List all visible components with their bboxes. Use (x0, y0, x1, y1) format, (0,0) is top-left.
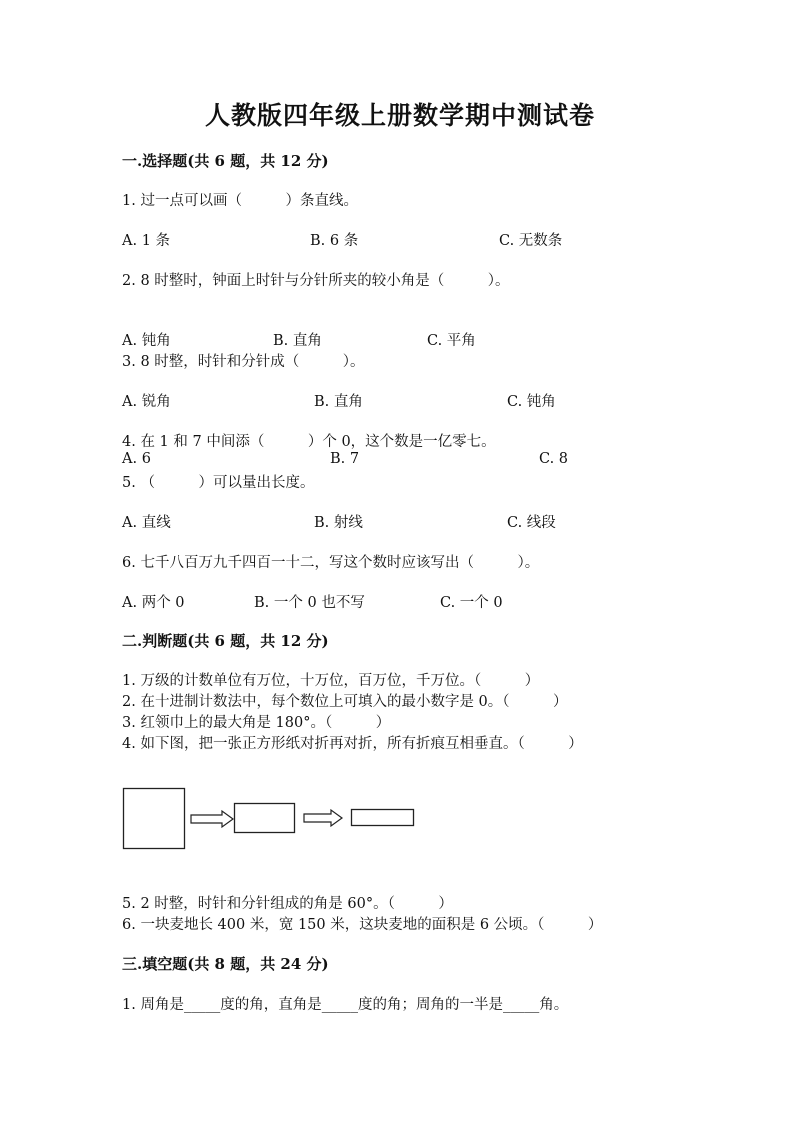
choice-question-1: 1. 过一点可以画（ ）条直线。 (122, 193, 358, 209)
choice-q5-option-b: B. 射线 (314, 515, 363, 531)
choice-q6-option-b: B. 一个 0 也不写 (254, 595, 365, 611)
fill-question-1: 1. 周角是_____度的角，直角是_____度的角；周角的一半是_____角。 (122, 997, 569, 1013)
choice-q4-option-b: B. 7 (330, 451, 360, 467)
choice-q1-option-b: B. 6 条 (310, 233, 359, 249)
arrow-2 (304, 810, 342, 826)
choice-question-2: 2. 8 时整时，钟面上时针与分针所夹的较小角是（ ）。 (122, 273, 510, 289)
section-heading-choice: 一.选择题(共 6 题，共 12 分) (122, 152, 329, 170)
choice-q2-option-a: A. 钝角 (122, 333, 171, 349)
choice-q1-option-c: C. 无数条 (499, 233, 563, 249)
judge-question-5: 5. 2 时整，时针和分针组成的角是 60°。（ ） (122, 896, 453, 912)
choice-q2-option-c: C. 平角 (427, 333, 476, 349)
folded-rectangle (235, 804, 295, 833)
section-heading-judge: 二.判断题(共 6 题，共 12 分) (122, 632, 329, 650)
judge-question-3: 3. 红领巾上的最大角是 180°。（ ） (122, 715, 391, 731)
choice-q5-option-a: A. 直线 (122, 515, 171, 531)
judge-question-6: 6. 一块麦地长 400 米，宽 150 米，这块麦地的面积是 6 公顷。（ ） (122, 917, 603, 933)
choice-q4-option-a: A. 6 (122, 451, 151, 467)
arrow-1 (191, 811, 233, 827)
choice-question-4: 4. 在 1 和 7 中间添（ ）个 0，这个数是一亿零七。 (122, 434, 496, 450)
folded-strip (352, 810, 414, 826)
choice-q5-option-c: C. 线段 (507, 515, 556, 531)
choice-q6-option-a: A. 两个 0 (122, 595, 185, 611)
judge-question-4: 4. 如下图，把一张正方形纸对折再对折，所有折痕互相垂直。（ ） (122, 736, 583, 752)
choice-q3-option-b: B. 直角 (314, 394, 363, 410)
choice-q4-option-c: C. 8 (539, 451, 569, 467)
square-paper (124, 789, 185, 849)
page-title: 人教版四年级上册数学期中测试卷 (204, 101, 595, 130)
choice-q3-option-a: A. 锐角 (122, 394, 171, 410)
choice-q1-option-a: A. 1 条 (122, 233, 171, 249)
choice-q6-option-c: C. 一个 0 (440, 595, 503, 611)
judge-question-2: 2. 在十进制计数法中，每个数位上可填入的最小数字是 0。（ ） (122, 694, 568, 710)
choice-q3-option-c: C. 钝角 (507, 394, 556, 410)
judge-question-1: 1. 万级的计数单位有万位，十万位，百万位，千万位。（ ） (122, 673, 540, 689)
section-heading-fill: 三.填空题(共 8 题，共 24 分) (122, 955, 329, 973)
choice-question-6: 6. 七千八百万九千四百一十二，写这个数时应该写出（ ）。 (122, 555, 540, 571)
choice-question-3: 3. 8 时整，时针和分针成（ ）。 (122, 354, 365, 370)
choice-q2-option-b: B. 直角 (273, 333, 322, 349)
choice-question-5: 5. （ ）可以量出长度。 (122, 475, 315, 491)
